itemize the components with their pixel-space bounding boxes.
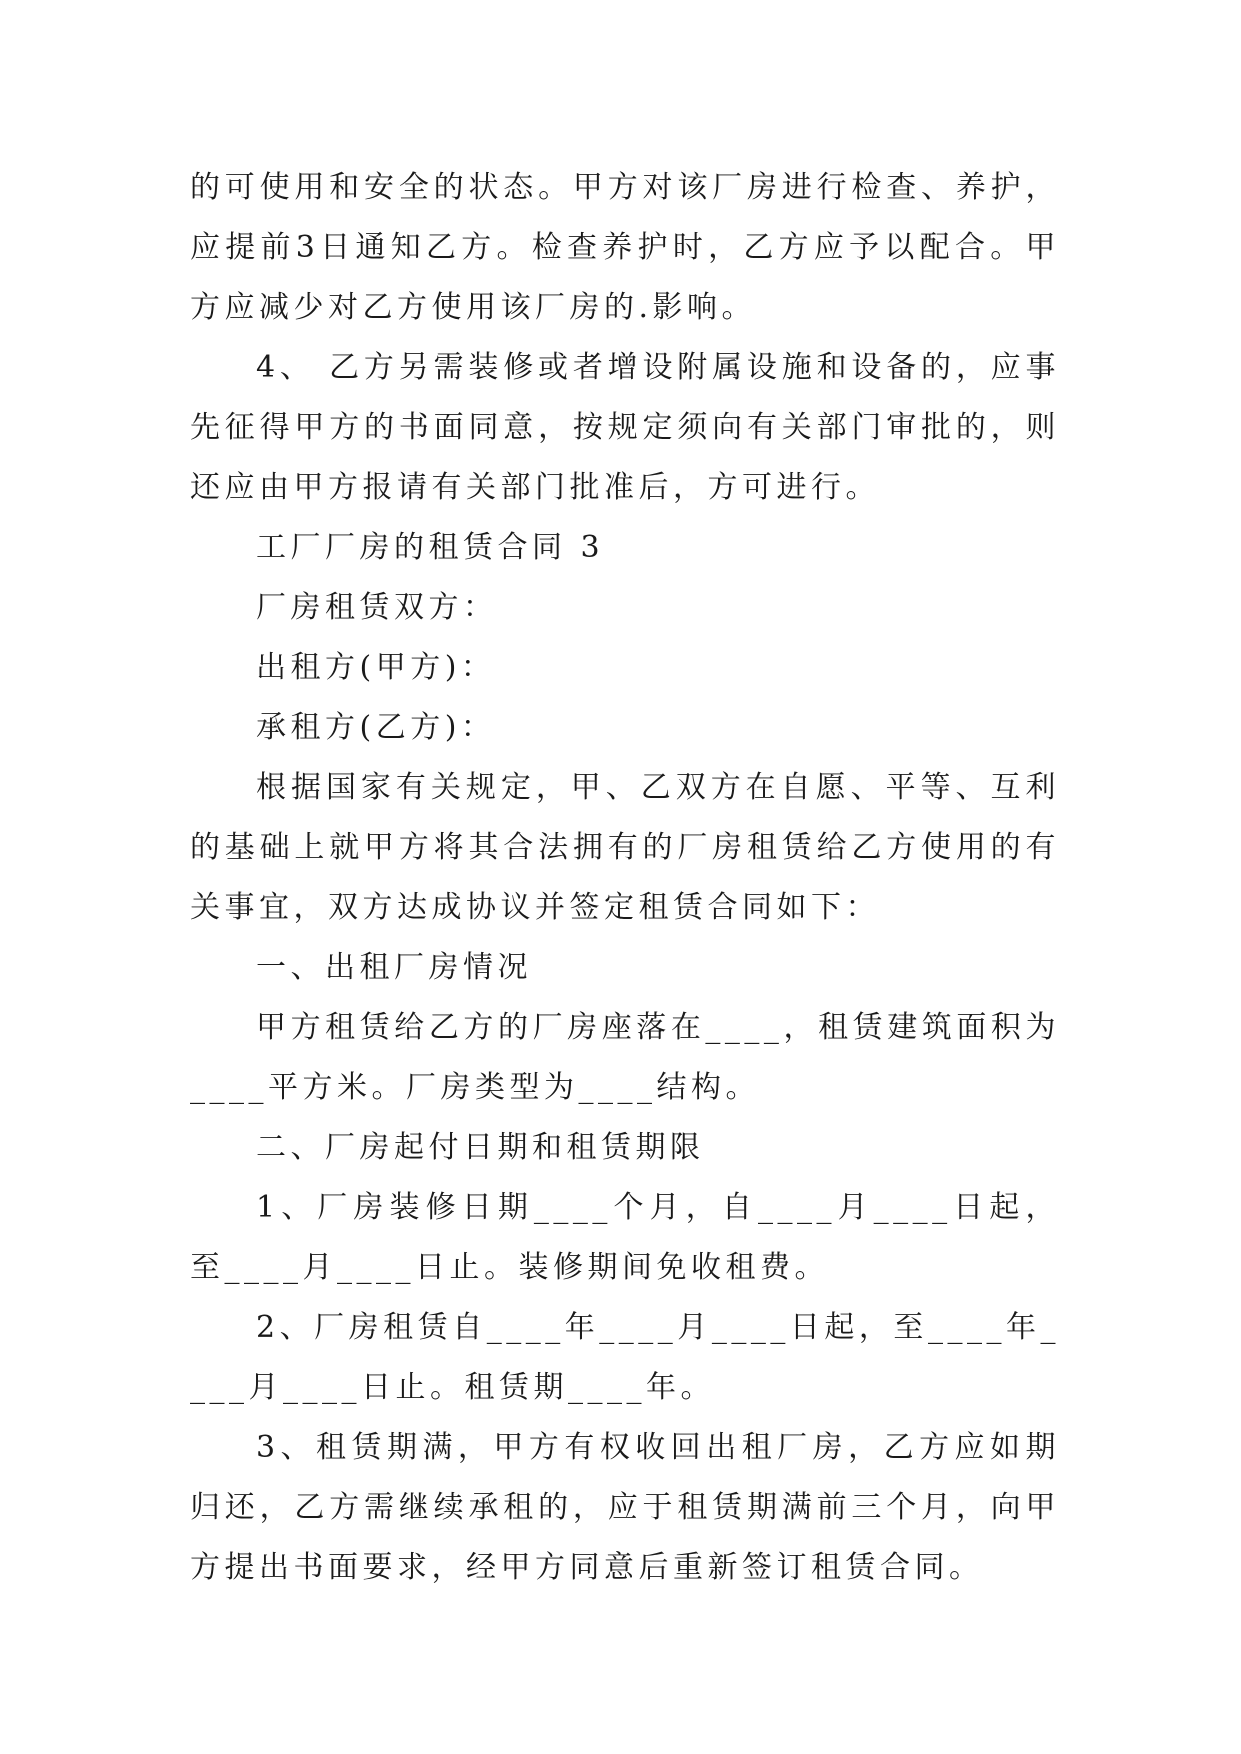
paragraph: 根据国家有关规定，甲、乙双方在自愿、平等、互利的基础上就甲方将其合法拥有的厂房租赁给乙方使用的有关事宜，双方达成协议并签定租赁合同如下： bbox=[190, 770, 1060, 925]
paragraph: 2、厂房租赁自____年____月____日起，至____年____月____日止。租赁期____年。 bbox=[190, 1310, 1060, 1405]
paragraph: 出租方(甲方)： bbox=[256, 650, 496, 685]
paragraph: 承租方(乙方)： bbox=[256, 710, 496, 745]
section-heading: 一、出租厂房情况 bbox=[256, 950, 532, 985]
paragraph: 3、租赁期满，甲方有权收回出租厂房，乙方应如期归还，乙方需继续承租的，应于租赁期满前三个月，向甲方提出书面要求，经甲方同意后重新签订租赁合同。 bbox=[190, 1430, 1060, 1585]
paragraph: 厂房租赁双方： bbox=[256, 590, 498, 625]
document-body bbox=[190, 158, 1060, 1598]
paragraph: 甲方租赁给乙方的厂房座落在____，租赁建筑面积为____平方米。厂房类型为____结构。 bbox=[190, 1010, 1060, 1105]
paragraph: 4、 乙方另需装修或者增设附属设施和设备的，应事先征得甲方的书面同意，按规定须向有关部门审批的，则还应由甲方报请有关部门批准后，方可进行。 bbox=[190, 350, 1060, 505]
paragraph: 的可使用和安全的状态。甲方对该厂房进行检查、养护，应提前3日通知乙方。检查养护时，乙方应予以配合。甲方应减少对乙方使用该厂房的.影响。 bbox=[190, 170, 1060, 325]
paragraph: 1、厂房装修日期____个月，自____月____日起，至____月____日止。装修期间免收租费。 bbox=[190, 1190, 1060, 1285]
section-heading: 二、厂房起付日期和租赁期限 bbox=[256, 1130, 705, 1165]
section-heading: 工厂厂房的租赁合同 3 bbox=[256, 530, 605, 565]
